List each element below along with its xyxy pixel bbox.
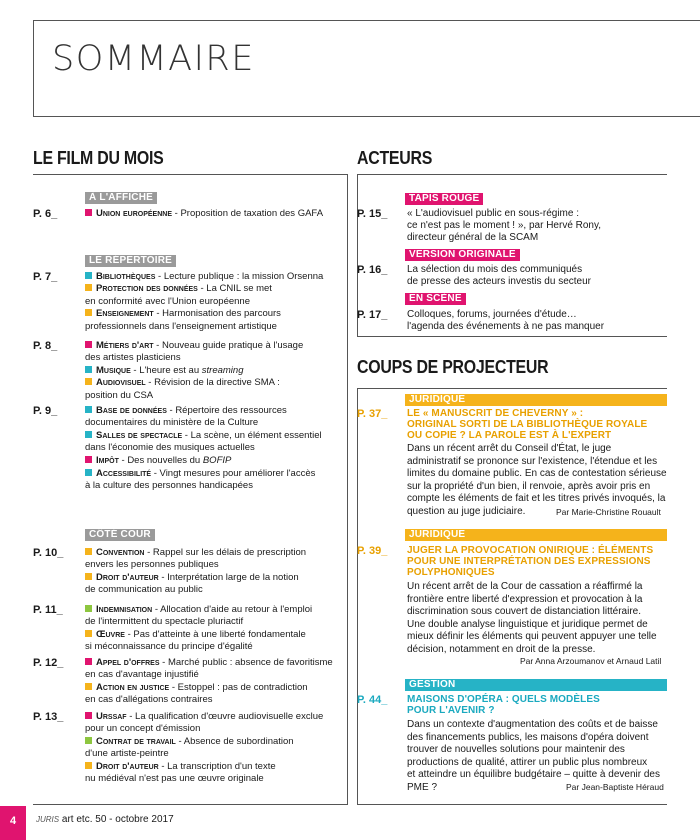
entry-label: Action en justice (96, 682, 170, 693)
footer-brand-small: JURIS (36, 815, 60, 824)
list-item (85, 641, 253, 654)
entry-text: documentaires du ministère de la Culture (85, 417, 259, 428)
list-item (85, 723, 200, 736)
tag-le-repertoire: LE RÉPERTOIRE (85, 255, 176, 267)
page-number: P. 11_ (33, 604, 63, 616)
tag-gestion: GESTION (405, 679, 667, 691)
list-item (85, 629, 306, 642)
list-item (85, 480, 253, 493)
article-title: POUR UNE INTERPRÉTATION DES EXPRESSIONS (407, 556, 651, 567)
article-body: discrimination sous couvert de distanciation littéraire. (407, 606, 641, 617)
entry-text: - Pas d'atteinte à une liberté fondamentale (124, 629, 306, 640)
tag-tapis-rouge: TAPIS ROUGE (405, 193, 483, 205)
list-item (85, 547, 306, 560)
page-number: P. 16_ (357, 264, 388, 276)
page-number: P. 6_ (33, 208, 58, 220)
list-item (85, 296, 250, 309)
page-number-badge: 4 (0, 806, 26, 840)
bullet-square-icon (85, 737, 92, 744)
entry-text: - La qualification d'œuvre audiovisuelle exclue (126, 711, 324, 722)
list-item (85, 761, 276, 774)
bullet-square-icon (85, 605, 92, 612)
article-body: sur la propriété d'un bien, il renvoie, après avoir pris en (407, 480, 651, 492)
byline: Par Jean-Baptiste Héraud (566, 782, 664, 792)
entry-label: Enseignement (96, 308, 154, 319)
list-item (85, 308, 281, 321)
article-body: Une double analyse linguistique et juridique permet de (407, 618, 648, 630)
list-item (85, 442, 255, 455)
byline: Par Anna Arzoumanov et Arnaud Latil (520, 656, 662, 666)
entry-text: position du CSA (85, 390, 154, 401)
tag-a-l-affiche: À L'AFFICHE (85, 192, 157, 204)
list-item (85, 748, 169, 761)
article-body: mieux définir les éléments qui peuvent appuyer une telle (407, 631, 657, 642)
entry-text: - Proposition de taxation des GAFA (172, 208, 324, 219)
page-number: P. 44_ (357, 694, 388, 706)
entry-text: en cas d'allégations contraires (85, 694, 213, 705)
article-body: productions de qualité, attirer un public plus nombreux (407, 756, 648, 768)
entry-label: Bibliothèques (96, 271, 156, 282)
entry-text: - Des nouvelles du (118, 455, 203, 466)
page-title: SOMMAIRE (52, 39, 255, 79)
list-item (85, 773, 264, 786)
version-line: La sélection du mois des communiqués (407, 264, 583, 275)
entry-label: Œuvre (96, 629, 125, 640)
entry-label: Salles de spectacle (96, 430, 183, 441)
entry-text: de l'intermittent du spectacle pluriactif (85, 616, 244, 627)
entry-text: - La transcription d'un texte (158, 761, 276, 772)
title-box (33, 20, 700, 117)
article-body: frontière entre liberté d'expression et provocation à la (407, 593, 643, 605)
article-body: des financements publics, les maisons d'opéra doivent (407, 731, 649, 743)
entry-label: Protection des données (96, 283, 198, 294)
tapis-line: directeur général de la SCAM (407, 232, 539, 243)
entry-text: - La CNIL se met (197, 283, 272, 294)
page-number: P. 37_ (357, 408, 388, 420)
entry-italic: streaming (201, 365, 244, 376)
article-body: Dans un récent arrêt du Conseil d'État, le juge (407, 443, 612, 454)
list-item (85, 736, 294, 749)
page-number: P. 15_ (357, 208, 388, 220)
list-item (85, 711, 323, 724)
bullet-square-icon (85, 284, 92, 291)
entry-text: - Révision de la directive SMA : (145, 377, 280, 388)
entry-text: en conformité avec l'Union européenne (85, 296, 251, 307)
list-item (85, 455, 231, 468)
list-item (85, 669, 199, 682)
scene-line: Colloques, forums, journées d'étude… (407, 309, 577, 320)
version-line: de presse des acteurs investis du secteur (407, 276, 591, 287)
article-title: MAISONS D'OPÉRA : QUELS MODÈLES (407, 694, 600, 705)
entry-label: Droit d'auteur (96, 761, 159, 772)
entry-text: - Allocation d'aide au retour à l'emploi (152, 604, 313, 615)
bullet-square-icon (85, 209, 92, 216)
entry-text: pour un concept d'émission (85, 723, 201, 734)
bullet-square-icon (85, 378, 92, 385)
bullet-square-icon (85, 469, 92, 476)
scene-line: l'agenda des événements à ne pas manquer (407, 321, 605, 332)
entry-text: à la culture des personnes handicapées (85, 480, 253, 491)
article-title: POUR L'AVENIR ? (407, 705, 495, 716)
list-item (85, 352, 181, 365)
tag-juridique: JURIDIQUE (405, 394, 667, 406)
heading-acteurs: ACTEURS (357, 147, 433, 168)
page-number: P. 7_ (33, 271, 58, 283)
entry-text: - La scène, un élément essentiel (182, 430, 322, 441)
bullet-square-icon (85, 341, 92, 348)
list-item (85, 694, 213, 707)
article-body: et atteindre un équilibre budgétaire – quitte à devenir des (407, 769, 660, 780)
list-item (85, 321, 277, 334)
entry-label: Audiovisuel (96, 377, 146, 388)
entry-text: - Nouveau guide pratique à l'usage (153, 340, 304, 351)
entry-text: en cas d'avantage injustifié (85, 669, 199, 680)
page-number: P. 8_ (33, 340, 58, 352)
entry-text: - Marché public : absence de favoritisme (159, 657, 333, 668)
entry-text: - Lecture publique : la mission Orsenna (155, 271, 324, 282)
bullet-square-icon (85, 309, 92, 316)
list-item (85, 430, 322, 443)
bullet-square-icon (85, 406, 92, 413)
tag-en-scene: EN SCÈNE (405, 293, 466, 305)
list-item (85, 377, 280, 390)
entry-text: professionnels dans l'enseignement artistique (85, 321, 277, 332)
list-item (85, 559, 219, 572)
entry-text: - Vingt mesures pour améliorer l'accès (151, 468, 316, 479)
heading-coups-de-projecteur: COUPS DE PROJECTEUR (357, 356, 549, 377)
entry-text: des artistes plasticiens (85, 352, 181, 363)
article-body: limites du domaine public. En cas de contestation sérieuse (407, 468, 667, 479)
list-item (85, 468, 315, 481)
bullet-square-icon (85, 762, 92, 769)
entry-label: Impôt (96, 455, 119, 466)
article-title: OU COPIE ? LA PAROLE EST À L'EXPERT (407, 430, 612, 441)
entry-text: dans l'économie des musiques actuelles (85, 442, 255, 453)
article-body: trouver de nouvelles solutions pour maintenir des (407, 744, 625, 755)
tapis-line: « L'audiovisuel public en sous-régime : (407, 208, 580, 219)
list-item (85, 283, 272, 296)
tag-version-originale: VERSION ORIGINALE (405, 249, 520, 261)
article-title: POLYPHONIQUES (407, 567, 495, 578)
list-item (85, 208, 323, 221)
bullet-square-icon (85, 431, 92, 438)
page-number: P. 9_ (33, 405, 58, 417)
bullet-square-icon (85, 658, 92, 665)
article-body: compte les éléments de fait et les titres privés invoqués, la (407, 493, 666, 504)
entry-text: - Estoppel : pas de contradiction (169, 682, 308, 693)
entry-text: - Harmonisation des parcours (153, 308, 281, 319)
bullet-square-icon (85, 548, 92, 555)
entry-label: Métiers d'art (96, 340, 154, 351)
entry-text: - Répertoire des ressources (166, 405, 287, 416)
entry-label: Base de données (96, 405, 167, 416)
list-item (85, 390, 153, 403)
entry-text: d'une artiste-peintre (85, 748, 169, 759)
page-number: P. 13_ (33, 711, 64, 723)
article-title: JUGER LA PROVOCATION ONIRIQUE : ÉLÉMENTS (407, 545, 654, 556)
article-body: administratif se prononce sur l'existence, l'étendue et les (407, 455, 658, 467)
entry-text: de communication au public (85, 584, 203, 595)
page-number: P. 12_ (33, 657, 64, 669)
bullet-square-icon (85, 683, 92, 690)
entry-label: Droit d'auteur (96, 572, 159, 583)
page-number: P. 10_ (33, 547, 64, 559)
page-number: P. 39_ (357, 545, 388, 557)
article-body: PME ? (407, 781, 438, 793)
byline: Par Marie-Christine Rouault (556, 507, 661, 517)
list-item (85, 365, 243, 378)
page-number: P. 17_ (357, 309, 388, 321)
bullet-square-icon (85, 630, 92, 637)
list-item (85, 340, 303, 353)
list-item (85, 604, 312, 617)
list-item (85, 572, 299, 585)
list-item (85, 682, 308, 695)
article-title: ORIGINAL SORTI DE LA BIBLIOTHÈQUE ROYALE (407, 419, 648, 430)
tag-cote-cour: CÔTÉ COUR (85, 529, 155, 541)
entry-text: nu médiéval n'est pas une œuvre originale (85, 773, 264, 784)
entry-label: Musique (96, 365, 131, 376)
bullet-square-icon (85, 456, 92, 463)
entry-text: envers les personnes publiques (85, 559, 219, 570)
entry-label: Appel d'offres (96, 657, 160, 668)
entry-text: - Rappel sur les délais de prescription (144, 547, 307, 558)
entry-label: Contrat de travail (96, 736, 176, 747)
article-body: Dans un contexte d'augmentation des coûts et de baisse (407, 719, 658, 730)
heading-film-du-mois: LE FILM DU MOIS (33, 147, 164, 168)
entry-italic: BOFIP (202, 455, 232, 466)
tag-juridique: JURIDIQUE (405, 529, 667, 541)
bullet-square-icon (85, 712, 92, 719)
list-item (85, 657, 333, 670)
article-body: décision, notamment en droit de la presse. (407, 643, 596, 655)
article-body: question au juge judiciaire. (407, 505, 526, 517)
bullet-square-icon (85, 573, 92, 580)
entry-label: Accessibilité (96, 468, 152, 479)
list-item (85, 405, 287, 418)
entry-label: Indemnisation (96, 604, 153, 615)
entry-label: Union européenne (96, 208, 173, 219)
footer-issue: art etc. 50 - octobre 2017 (61, 814, 174, 825)
list-item (85, 584, 203, 597)
article-body: Un récent arrêt de la Cour de cassation a réaffirmé la (407, 581, 643, 592)
list-item (85, 271, 323, 284)
footer-publication (36, 814, 174, 825)
entry-label: Convention (96, 547, 145, 558)
bullet-square-icon (85, 272, 92, 279)
tapis-line: ce n'est pas le moment ! », par Hervé Rony, (407, 220, 602, 231)
entry-label: Urssaf (96, 711, 127, 722)
list-item (85, 616, 243, 629)
article-title: LE « MANUSCRIT DE CHEVERNY » : (407, 408, 584, 419)
entry-text: - Absence de subordination (175, 736, 294, 747)
entry-text: - Interprétation large de la notion (158, 572, 299, 583)
entry-text: - L'heure est au (130, 365, 202, 376)
entry-text: si méconnaissance du principe d'égalité (85, 641, 253, 652)
list-item (85, 417, 258, 430)
bullet-square-icon (85, 366, 92, 373)
